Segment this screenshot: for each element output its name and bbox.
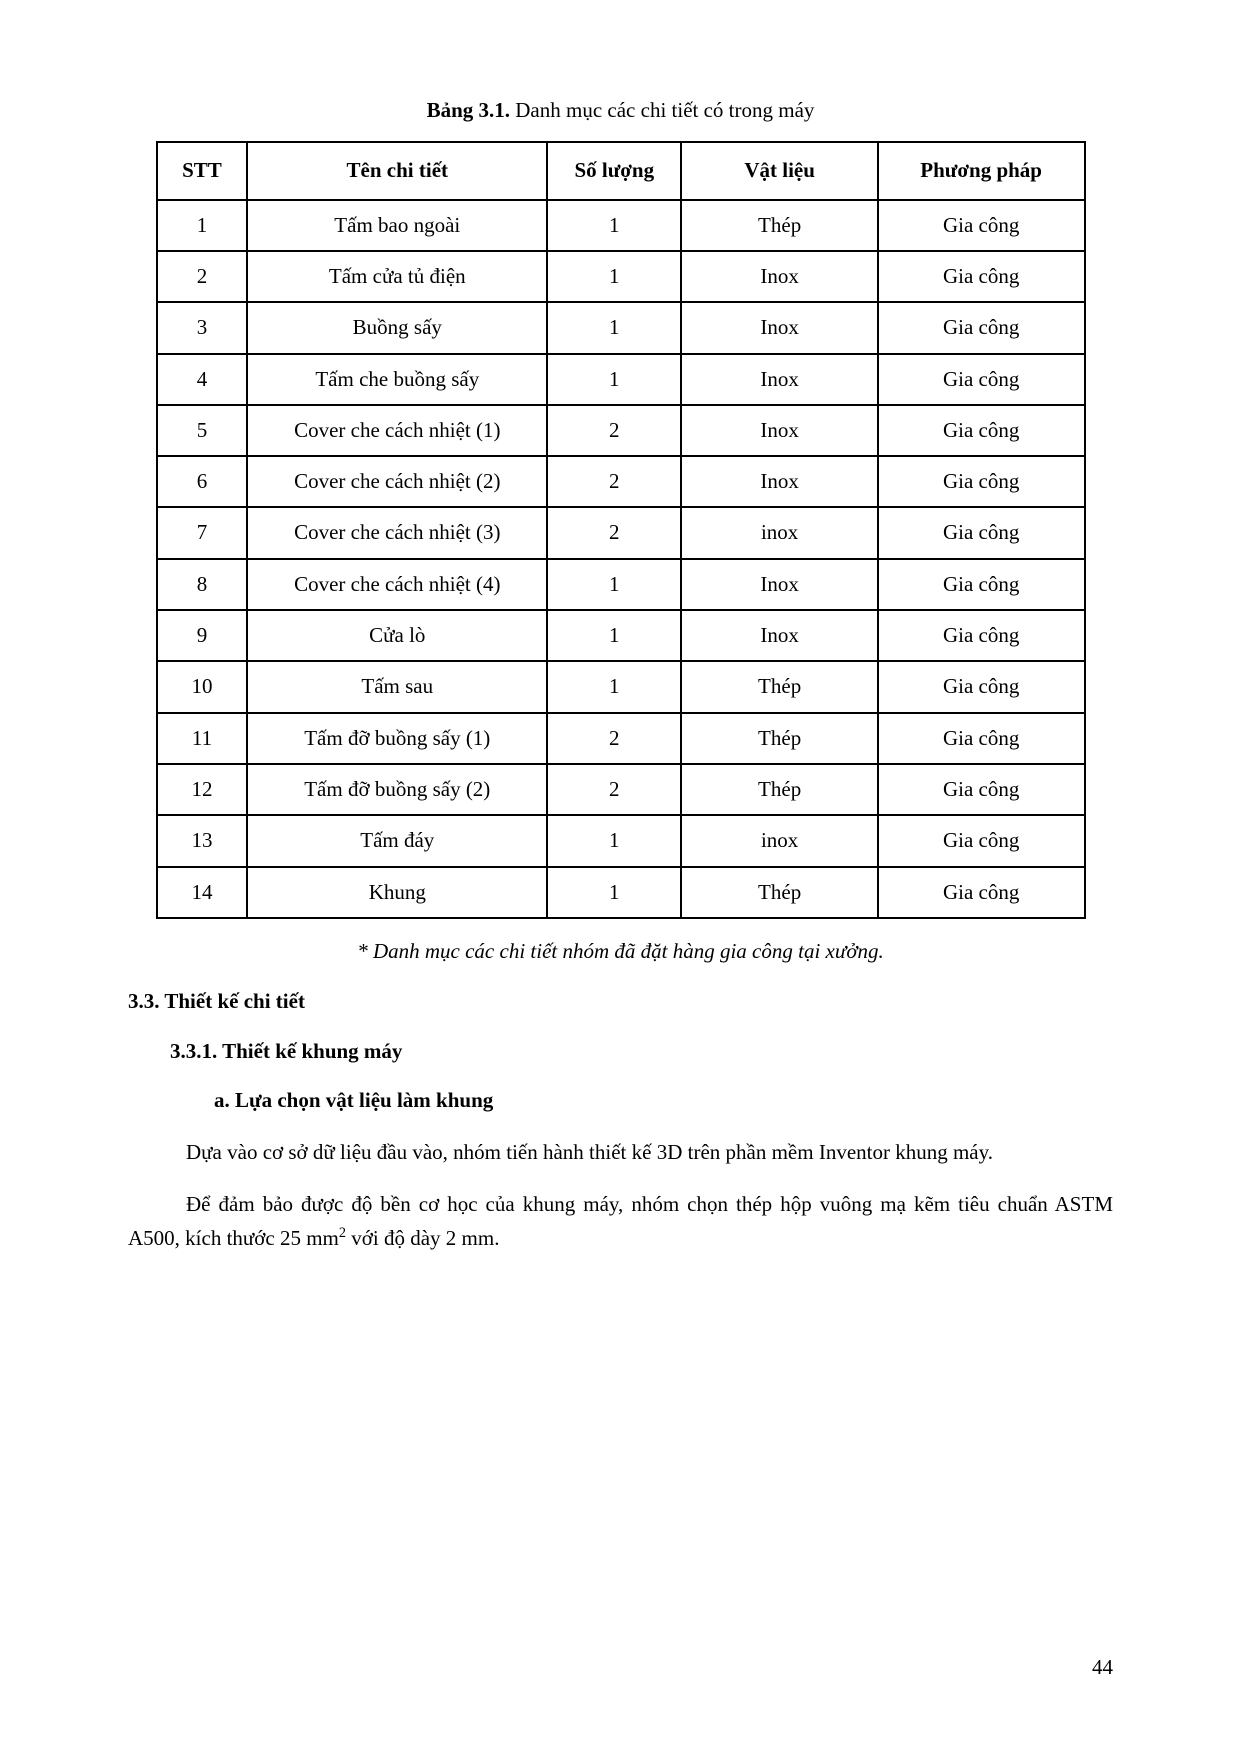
cell-quantity: 2: [547, 713, 681, 764]
paragraph-material-choice-part2: với độ dày 2 mm.: [346, 1225, 500, 1250]
cell-material: Thép: [681, 764, 877, 815]
cell-stt: 5: [157, 405, 248, 456]
cell-name: Cover che cách nhiệt (1): [247, 405, 547, 456]
cell-material: Inox: [681, 456, 877, 507]
cell-quantity: 1: [547, 661, 681, 712]
cell-material: inox: [681, 815, 877, 866]
cell-quantity: 1: [547, 815, 681, 866]
cell-stt: 2: [157, 251, 248, 302]
cell-stt: 6: [157, 456, 248, 507]
table-row: [157, 764, 1085, 815]
paragraph-design-intro: Dựa vào cơ sở dữ liệu đầu vào, nhóm tiến hành thiết kế 3D trên phần mềm Inventor khung máy.: [186, 1139, 994, 1164]
subsubsection-heading: a. Lựa chọn vật liệu làm khung: [214, 1088, 494, 1113]
cell-method: Gia công: [878, 354, 1085, 405]
table-row: [157, 661, 1085, 712]
cell-quantity: 2: [547, 507, 681, 558]
paragraph-material-choice-part1: Để đảm bảo được độ bền cơ học của khung máy, nhóm chọn thép hộp vuông mạ kẽm tiêu chuẩn ASTM A500, kích thước 25 mm: [128, 1191, 1113, 1250]
cell-quantity: 1: [547, 559, 681, 610]
column-header-method: Phương pháp: [878, 142, 1085, 199]
cell-quantity: 2: [547, 456, 681, 507]
cell-stt: 10: [157, 661, 248, 712]
table-row: [157, 200, 1085, 251]
section-heading: 3.3. Thiết kế chi tiết: [128, 989, 305, 1014]
cell-quantity: 2: [547, 405, 681, 456]
cell-material: Inox: [681, 559, 877, 610]
cell-name: Buồng sấy: [247, 302, 547, 353]
cell-material: Thép: [681, 713, 877, 764]
cell-quantity: 2: [547, 764, 681, 815]
cell-name: Tấm đỡ buồng sấy (1): [247, 713, 547, 764]
cell-material: Inox: [681, 302, 877, 353]
cell-stt: 1: [157, 200, 248, 251]
cell-stt: 3: [157, 302, 248, 353]
cell-stt: 9: [157, 610, 248, 661]
table-row: [157, 302, 1085, 353]
cell-quantity: 1: [547, 867, 681, 918]
cell-stt: 11: [157, 713, 248, 764]
table-row: [157, 456, 1085, 507]
table-caption: [128, 96, 1113, 125]
cell-name: Tấm sau: [247, 661, 547, 712]
cell-method: Gia công: [878, 764, 1085, 815]
cell-name: Tấm đáy: [247, 815, 547, 866]
cell-name: Cover che cách nhiệt (2): [247, 456, 547, 507]
cell-name: Tấm che buồng sấy: [247, 354, 547, 405]
parts-table: [156, 141, 1086, 918]
cell-name: Khung: [247, 867, 547, 918]
table-row: [157, 815, 1085, 866]
table-row: [157, 507, 1085, 558]
cell-quantity: 1: [547, 200, 681, 251]
cell-stt: 4: [157, 354, 248, 405]
column-header-name: Tên chi tiết: [247, 142, 547, 199]
table-row: [157, 354, 1085, 405]
unit-superscript: 2: [338, 1224, 347, 1241]
cell-stt: 13: [157, 815, 248, 866]
table-row: [157, 405, 1085, 456]
cell-name: Tấm đỡ buồng sấy (2): [247, 764, 547, 815]
table-header-row: [157, 142, 1085, 199]
cell-material: Inox: [681, 251, 877, 302]
cell-stt: 12: [157, 764, 248, 815]
cell-method: Gia công: [878, 507, 1085, 558]
cell-material: Thép: [681, 661, 877, 712]
column-header-stt: STT: [157, 142, 248, 199]
column-header-quantity: Số lượng: [547, 142, 681, 199]
table-caption-label: Bảng 3.1.: [426, 98, 511, 122]
cell-material: Inox: [681, 354, 877, 405]
cell-name: Tấm cửa tủ điện: [247, 251, 547, 302]
cell-method: Gia công: [878, 610, 1085, 661]
cell-method: Gia công: [878, 200, 1085, 251]
table-row: [157, 559, 1085, 610]
cell-method: Gia công: [878, 456, 1085, 507]
table-row: [157, 251, 1085, 302]
cell-quantity: 1: [547, 354, 681, 405]
cell-stt: 7: [157, 507, 248, 558]
cell-method: Gia công: [878, 867, 1085, 918]
cell-name: Tấm bao ngoài: [247, 200, 547, 251]
cell-material: Thép: [681, 867, 877, 918]
cell-stt: 14: [157, 867, 248, 918]
cell-method: Gia công: [878, 661, 1085, 712]
cell-method: Gia công: [878, 559, 1085, 610]
cell-method: Gia công: [878, 405, 1085, 456]
cell-material: Inox: [681, 610, 877, 661]
table-footnote: * Danh mục các chi tiết nhóm đã đặt hàng gia công tại xưởng.: [357, 938, 884, 963]
cell-method: Gia công: [878, 302, 1085, 353]
cell-method: Gia công: [878, 251, 1085, 302]
table-caption-text: Danh mục các chi tiết có trong máy: [515, 98, 815, 122]
column-header-material: Vật liệu: [681, 142, 877, 199]
table-row: [157, 713, 1085, 764]
paragraph-material-choice: [128, 1187, 1113, 1255]
cell-quantity: 1: [547, 610, 681, 661]
cell-material: Inox: [681, 405, 877, 456]
cell-method: Gia công: [878, 815, 1085, 866]
cell-stt: 8: [157, 559, 248, 610]
cell-material: inox: [681, 507, 877, 558]
table-row: [157, 610, 1085, 661]
cell-name: Cover che cách nhiệt (3): [247, 507, 547, 558]
cell-name: Cửa lò: [247, 610, 547, 661]
cell-method: Gia công: [878, 713, 1085, 764]
cell-name: Cover che cách nhiệt (4): [247, 559, 547, 610]
table-row: [157, 867, 1085, 918]
cell-material: Thép: [681, 200, 877, 251]
subsection-heading: 3.3.1. Thiết kế khung máy: [170, 1038, 403, 1063]
page-number: 44: [1092, 1655, 1113, 1679]
cell-quantity: 1: [547, 302, 681, 353]
cell-quantity: 1: [547, 251, 681, 302]
